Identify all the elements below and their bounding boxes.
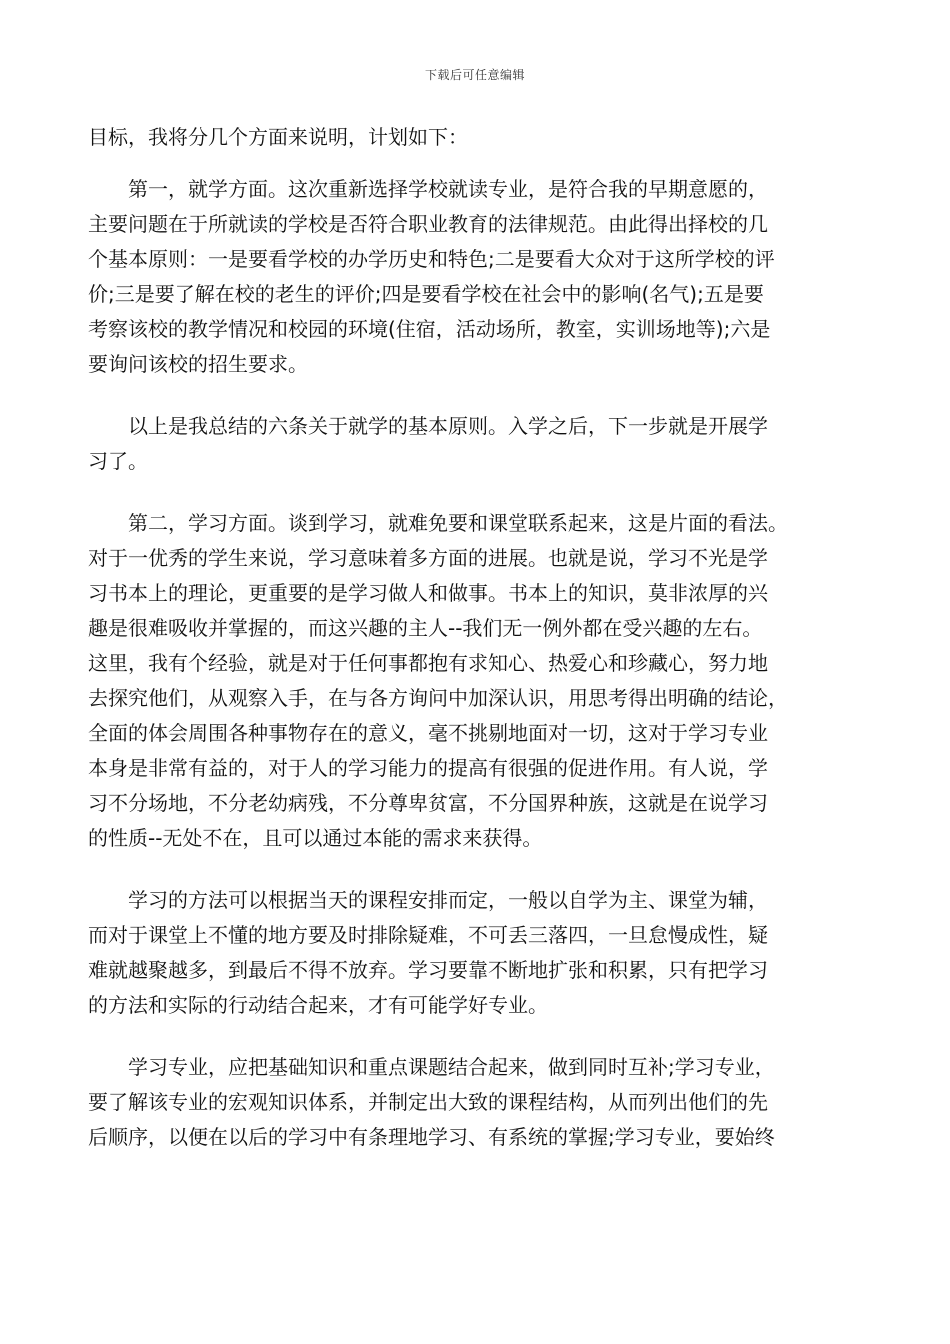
text-line: 习不分场地，不分老幼病残，不分尊卑贫富，不分国界种族，这就是在说学习	[88, 791, 768, 815]
text-line: 主要问题在于所就读的学校是否符合职业教育的法律规范。由此得出择校的几	[88, 212, 768, 236]
text-line: 去探究他们，从观察入手，在与各方询问中加深认识，用思考得出明确的结论，	[88, 686, 788, 710]
text-line: 全面的体会周围各种事物存在的意义，毫不挑剔地面对一切，这对于学习专业	[88, 721, 768, 745]
paragraph-summary	[88, 409, 862, 479]
text-line: 这里，我有个经验，就是对于任何事都抱有求知心、热爱心和珍藏心，努力地	[88, 651, 768, 675]
text-line: 习书本上的理论，更重要的是学习做人和做事。书本上的知识，莫非浓厚的兴	[88, 581, 768, 605]
text-line: 考察该校的教学情况和校园的环境(住宿，活动场所，教室，实训场地等);六是	[88, 317, 771, 341]
text-line: 而对于课堂上不懂的地方要及时排除疑难，不可丢三落四，一旦怠慢成性，疑	[88, 923, 768, 947]
text-line: 要询问该校的招生要求。	[88, 352, 308, 376]
text-line: 个基本原则：一是要看学校的办学历史和特色;二是要看大众对于这所学校的评	[88, 247, 775, 271]
text-line: 的性质--无处不在，且可以通过本能的需求来获得。	[88, 826, 543, 850]
paragraph-study	[88, 506, 862, 856]
text-line: 难就越聚越多，到最后不得不放弃。学习要靠不断地扩张和积累，只有把学习	[88, 958, 768, 982]
text-line: 第一，就学方面。这次重新选择学校就读专业，是符合我的早期意愿的，	[128, 177, 768, 201]
text-line: 趣是很难吸收并掌握的，而这兴趣的主人--我们无一例外都在受兴趣的左右。	[88, 616, 763, 640]
text-line: 的方法和实际的行动结合起来，才有可能学好专业。	[88, 993, 548, 1017]
text-line: 要了解该专业的宏观知识体系，并制定出大致的课程结构，从而列出他们的先	[88, 1090, 768, 1114]
page-header-note: 下载后可任意编辑	[424, 68, 525, 82]
text-line: 第二，学习方面。谈到学习，就难免要和课堂联系起来，这是片面的看法。	[128, 511, 788, 535]
text-line: 学习专业，应把基础知识和重点课题结合起来，做到同时互补;学习专业，	[128, 1055, 775, 1079]
text-line: 价;三是要了解在校的老生的评价;四是要看学校在社会中的影响(名气);五是要	[88, 282, 764, 306]
text-line: 以上是我总结的六条关于就学的基本原则。入学之后，下一步就是开展学	[128, 414, 768, 438]
text-line: 目标，我将分几个方面来说明，计划如下：	[88, 125, 468, 149]
paragraph-major	[88, 1050, 862, 1155]
document-body	[88, 120, 862, 1182]
text-line: 本身是非常有益的，对于人的学习能力的提高有很强的促进作用。有人说，学	[88, 756, 768, 780]
text-line: 学习的方法可以根据当天的课程安排而定，一般以自学为主、课堂为辅，	[128, 888, 768, 912]
text-line: 习了。	[88, 449, 148, 473]
paragraph-method	[88, 883, 862, 1023]
paragraph-enrollment	[88, 172, 862, 382]
text-line: 对于一优秀的学生来说，学习意味着多方面的进展。也就是说，学习不光是学	[88, 546, 768, 570]
paragraph-intro	[88, 120, 862, 155]
text-line: 后顺序，以便在以后的学习中有条理地学习、有系统的掌握;学习专业，要始终	[88, 1125, 775, 1149]
